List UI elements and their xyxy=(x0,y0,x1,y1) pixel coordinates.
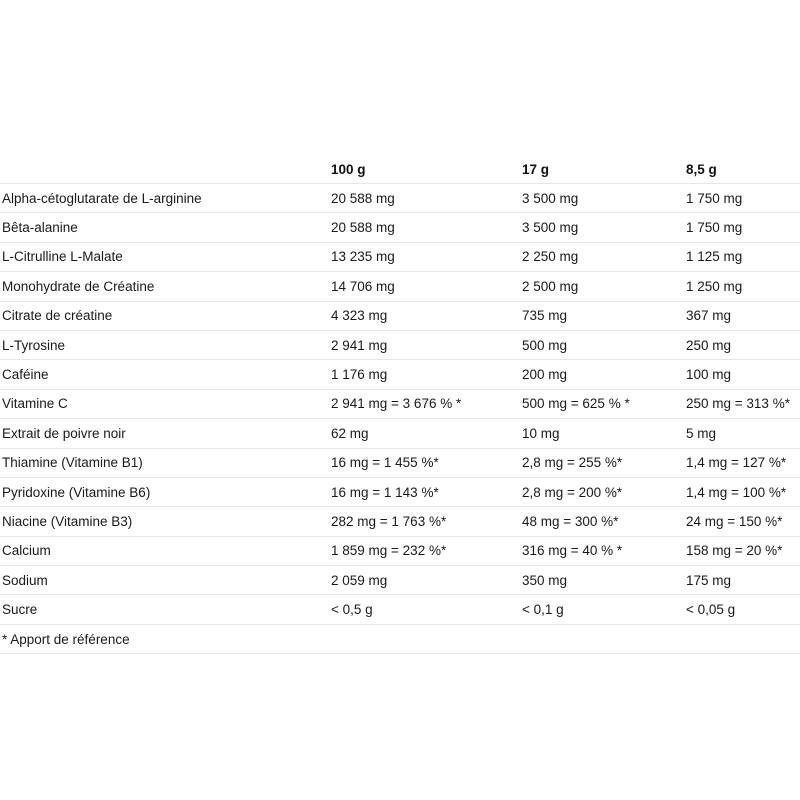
value-17g: 10 mg xyxy=(518,419,682,448)
value-8-5g: 158 mg = 20 %* xyxy=(682,536,800,565)
footnote-row xyxy=(0,624,800,653)
value-17g: 2,8 mg = 255 %* xyxy=(518,448,682,477)
value-17g: 2 500 mg xyxy=(518,272,682,301)
header-cell-8-5g: 8,5 g xyxy=(682,155,800,184)
value-100g: 1 176 mg xyxy=(327,360,518,389)
table-row xyxy=(0,448,800,477)
value-100g: 20 588 mg xyxy=(327,213,518,242)
value-8-5g: 1 750 mg xyxy=(682,184,800,213)
value-100g: 282 mg = 1 763 %* xyxy=(327,507,518,536)
table-row xyxy=(0,477,800,506)
value-100g: 1 859 mg = 232 %* xyxy=(327,536,518,565)
value-100g: 2 059 mg xyxy=(327,566,518,595)
ingredient-name: Caféine xyxy=(0,360,327,389)
value-100g: < 0,5 g xyxy=(327,595,518,624)
value-17g: 3 500 mg xyxy=(518,184,682,213)
value-100g: 20 588 mg xyxy=(327,184,518,213)
value-100g: 2 941 mg = 3 676 % * xyxy=(327,389,518,418)
value-17g: 735 mg xyxy=(518,301,682,330)
ingredient-name: Niacine (Vitamine B3) xyxy=(0,507,327,536)
value-17g: 200 mg xyxy=(518,360,682,389)
table-row xyxy=(0,184,800,213)
header-cell-100g: 100 g xyxy=(327,155,518,184)
table-row xyxy=(0,213,800,242)
value-8-5g: 250 mg xyxy=(682,330,800,359)
table-row xyxy=(0,330,800,359)
footnote: * Apport de référence xyxy=(0,624,800,653)
value-100g: 62 mg xyxy=(327,419,518,448)
value-17g: 2,8 mg = 200 %* xyxy=(518,477,682,506)
value-8-5g: 1,4 mg = 127 %* xyxy=(682,448,800,477)
value-17g: 2 250 mg xyxy=(518,242,682,271)
table-row xyxy=(0,536,800,565)
header-cell-17g: 17 g xyxy=(518,155,682,184)
value-8-5g: 5 mg xyxy=(682,419,800,448)
value-8-5g: 24 mg = 150 %* xyxy=(682,507,800,536)
value-17g: 350 mg xyxy=(518,566,682,595)
table-row xyxy=(0,360,800,389)
ingredient-name: Alpha-cétoglutarate de L-arginine xyxy=(0,184,327,213)
value-8-5g: 1 125 mg xyxy=(682,242,800,271)
value-8-5g: 367 mg xyxy=(682,301,800,330)
value-8-5g: 1,4 mg = 100 %* xyxy=(682,477,800,506)
value-8-5g: 1 750 mg xyxy=(682,213,800,242)
ingredient-name: Thiamine (Vitamine B1) xyxy=(0,448,327,477)
table-row xyxy=(0,419,800,448)
header-cell-ingredient xyxy=(0,155,327,184)
value-100g: 4 323 mg xyxy=(327,301,518,330)
value-17g: 500 mg = 625 % * xyxy=(518,389,682,418)
ingredient-name: Sucre xyxy=(0,595,327,624)
value-17g: < 0,1 g xyxy=(518,595,682,624)
table-row xyxy=(0,507,800,536)
value-17g: 316 mg = 40 % * xyxy=(518,536,682,565)
value-17g: 3 500 mg xyxy=(518,213,682,242)
value-100g: 16 mg = 1 143 %* xyxy=(327,477,518,506)
ingredient-name: Vitamine C xyxy=(0,389,327,418)
value-100g: 14 706 mg xyxy=(327,272,518,301)
value-100g: 2 941 mg xyxy=(327,330,518,359)
ingredient-name: Sodium xyxy=(0,566,327,595)
ingredient-name: Extrait de poivre noir xyxy=(0,419,327,448)
nutrition-table xyxy=(0,155,800,654)
ingredient-name: Monohydrate de Créatine xyxy=(0,272,327,301)
ingredient-name: L-Citrulline L-Malate xyxy=(0,242,327,271)
table-body xyxy=(0,184,800,625)
table-row xyxy=(0,389,800,418)
header-row xyxy=(0,155,800,184)
value-8-5g: 100 mg xyxy=(682,360,800,389)
value-8-5g: < 0,05 g xyxy=(682,595,800,624)
table-row xyxy=(0,595,800,624)
value-8-5g: 1 250 mg xyxy=(682,272,800,301)
value-100g: 13 235 mg xyxy=(327,242,518,271)
value-17g: 500 mg xyxy=(518,330,682,359)
ingredient-name: Calcium xyxy=(0,536,327,565)
ingredient-name: L-Tyrosine xyxy=(0,330,327,359)
value-8-5g: 175 mg xyxy=(682,566,800,595)
value-17g: 48 mg = 300 %* xyxy=(518,507,682,536)
ingredient-name: Bêta-alanine xyxy=(0,213,327,242)
ingredient-name: Pyridoxine (Vitamine B6) xyxy=(0,477,327,506)
ingredient-name: Citrate de créatine xyxy=(0,301,327,330)
table-row xyxy=(0,242,800,271)
table-row xyxy=(0,272,800,301)
table-row xyxy=(0,566,800,595)
value-8-5g: 250 mg = 313 %* xyxy=(682,389,800,418)
value-100g: 16 mg = 1 455 %* xyxy=(327,448,518,477)
table-row xyxy=(0,301,800,330)
